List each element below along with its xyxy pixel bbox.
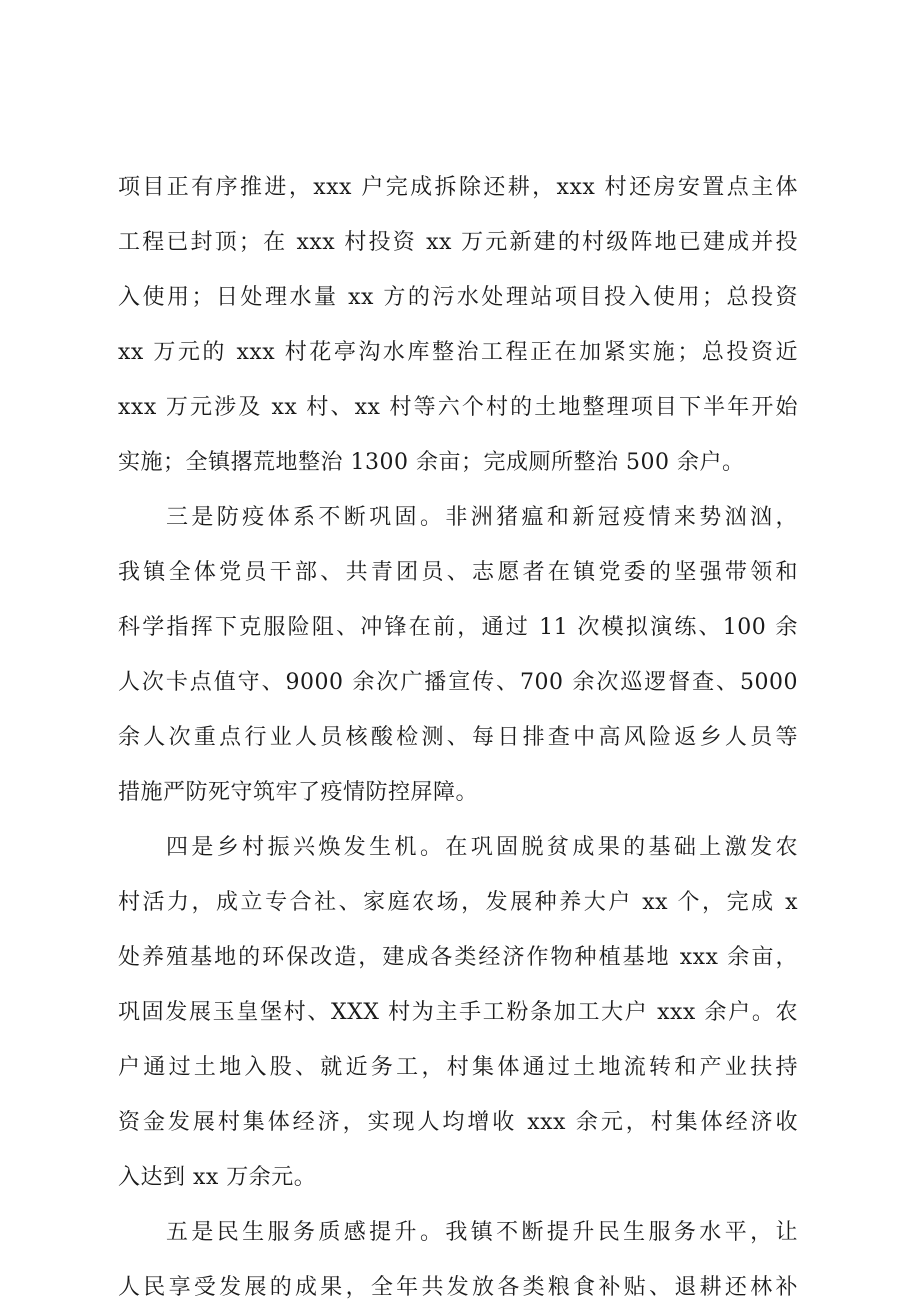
text-line: 资金发展村集体经济，实现人均增收 xxx 余元，村集体经济收 xyxy=(118,1110,798,1135)
text-line: 人次卡点值守、9000 余次广播宣传、700 余次巡逻督查、5000 xyxy=(118,670,798,695)
text-line: 巩固发展玉皇堡村、XXX 村为主手工粉条加工大户 xxx 余户。农 xyxy=(118,1000,798,1025)
text-line: 村活力，成立专合社、家庭农场，发展种养大户 xx 个，完成 x xyxy=(118,890,798,915)
text-line: xxx 万元涉及 xx 村、xx 村等六个村的土地整理项目下半年开始 xyxy=(118,395,798,420)
text-line: 入使用；日处理水量 xx 方的污水处理站项目投入使用；总投资 xyxy=(118,285,798,310)
paragraph-epidemic-prevention xyxy=(118,490,798,820)
text-line: 户通过土地入股、就近务工，村集体通过土地流转和产业扶持 xyxy=(118,1055,798,1080)
text-line: 实施；全镇撂荒地整治 1300 余亩；完成厕所整治 500 余户。 xyxy=(118,450,745,475)
text-line: 工程已封顶；在 xxx 村投资 xx 万元新建的村级阵地已建成并投 xyxy=(118,230,798,255)
text-line: 五是民生服务质感提升。我镇不断提升民生服务水平，让 xyxy=(166,1220,798,1245)
text-line: 三是防疫体系不断巩固。非洲猪瘟和新冠疫情来势汹汹， xyxy=(166,505,798,530)
document-body xyxy=(118,160,798,1315)
paragraph-livelihood-services xyxy=(118,1205,798,1315)
text-line: 余人次重点行业人员核酸检测、每日排查中高风险返乡人员等 xyxy=(118,725,798,750)
text-line: xx 万元的 xxx 村花亭沟水库整治工程正在加紧实施；总投资近 xyxy=(118,340,798,365)
paragraph-rural-revitalization xyxy=(118,820,798,1205)
text-line: 项目正有序推进，xxx 户完成拆除还耕，xxx 村还房安置点主体 xyxy=(118,175,798,200)
text-line: 科学指挥下克服险阻、冲锋在前，通过 11 次模拟演练、100 余 xyxy=(118,615,798,640)
text-line: 入达到 xx 万余元。 xyxy=(118,1165,317,1190)
text-line: 处养殖基地的环保改造，建成各类经济作物种植基地 xxx 余亩， xyxy=(118,945,798,970)
paragraph-project-progress xyxy=(118,160,798,490)
text-line: 四是乡村振兴焕发生机。在巩固脱贫成果的基础上激发农 xyxy=(166,835,798,860)
text-line: 人民享受发展的成果，全年共发放各类粮食补贴、退耕还林补 xyxy=(118,1275,798,1300)
text-line: 措施严防死守筑牢了疫情防控屏障。 xyxy=(118,780,479,805)
text-line: 我镇全体党员干部、共青团员、志愿者在镇党委的坚强带领和 xyxy=(118,560,798,585)
